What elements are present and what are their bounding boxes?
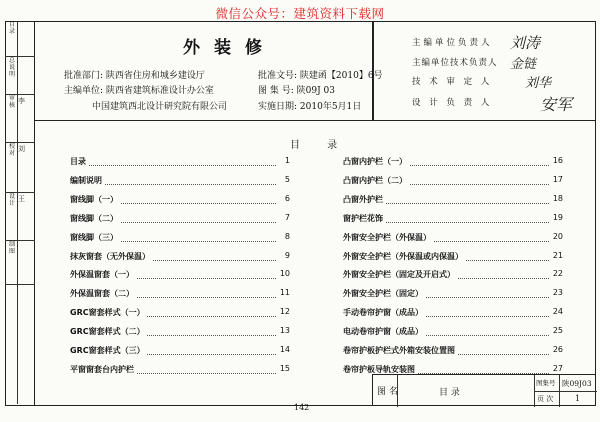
editor-unit bbox=[64, 83, 214, 96]
toc-entry-page: 10 bbox=[279, 269, 290, 279]
resp-design-label: 设 计 负 责 人 bbox=[412, 98, 493, 108]
strip-row bbox=[5, 143, 35, 193]
toc-entry-title: 平窗窗套台内护栏 bbox=[70, 364, 134, 374]
toc-entry-page: 9 bbox=[284, 250, 290, 260]
toc-entry bbox=[343, 152, 563, 170]
toc-entry-page: 5 bbox=[284, 174, 290, 184]
left-signature-strip bbox=[5, 21, 35, 406]
signature-tech: 金链 bbox=[510, 57, 537, 72]
atlas-no-value: 陕09J 03 bbox=[296, 86, 336, 96]
toc-entry bbox=[70, 341, 290, 359]
watermark-text: 微信公众号：建筑资料下载网 bbox=[215, 6, 385, 21]
strip-label: 审核 bbox=[8, 95, 15, 109]
toc-entry bbox=[70, 171, 290, 189]
toc-entry bbox=[70, 228, 290, 246]
toc-entry-page: 23 bbox=[552, 288, 563, 298]
toc-entry-page: 19 bbox=[552, 212, 563, 222]
toc-entry-title: 凸窗外护栏 bbox=[343, 194, 383, 204]
toc-entry bbox=[70, 360, 290, 378]
toc-entry-page: 25 bbox=[552, 326, 563, 336]
toc-entry-page: 22 bbox=[552, 269, 563, 279]
toc-entry-page: 6 bbox=[284, 193, 290, 203]
page-title: 外装修 bbox=[183, 38, 276, 58]
resp-review-label: 技 术 审 定 人 bbox=[412, 77, 493, 87]
toc-entry bbox=[70, 265, 290, 283]
toc-entry-title: 凸窗内护栏（二） bbox=[343, 175, 407, 185]
toc-entry bbox=[70, 209, 290, 227]
resp-chief-label: 主编单位负责人 bbox=[412, 38, 493, 48]
toc-entry-page: 15 bbox=[279, 363, 290, 373]
toc-entry-page: 13 bbox=[279, 326, 290, 336]
toc-entry-title: 外保温窗套（一） bbox=[70, 270, 134, 280]
page-number: 142 bbox=[294, 403, 310, 412]
approval-doc-label: 批准文号: bbox=[258, 71, 298, 81]
strip-row bbox=[5, 241, 35, 285]
toc-entry-title: 凸窗内护栏（一） bbox=[343, 157, 407, 166]
strip-signature: 刘 bbox=[18, 145, 25, 153]
toc-entry bbox=[343, 265, 563, 283]
toc-entry-page: 20 bbox=[552, 231, 563, 241]
toc-entry-title: 窗线脚（二） bbox=[70, 213, 118, 223]
toc-entry-page: 16 bbox=[552, 156, 563, 165]
strip-label: 目录 bbox=[8, 21, 15, 35]
tb-divider bbox=[534, 391, 597, 392]
page-seq-label: 页 次 bbox=[537, 395, 554, 403]
toc-entry-page: 24 bbox=[552, 307, 563, 317]
toc-entry-page: 26 bbox=[552, 345, 563, 354]
toc-entry bbox=[343, 228, 563, 246]
signature-review: 刘华 bbox=[525, 76, 552, 91]
toc-title: 目 录 bbox=[290, 140, 350, 151]
toc-entry-title: GRC窗套样式（一） bbox=[70, 308, 145, 318]
toc-entry-title: 电动卷帘护窗（成品） bbox=[343, 327, 423, 337]
impl-date bbox=[258, 99, 361, 112]
signature-design: 安军 bbox=[540, 95, 573, 114]
editor-unit-2: 中国建筑西北设计研究院有限公司 bbox=[92, 102, 228, 112]
toc-entry-page: 14 bbox=[279, 345, 290, 354]
title-block bbox=[372, 374, 596, 406]
approval-doc-value: 陕建函【2010】6号 bbox=[299, 71, 383, 81]
strip-row bbox=[5, 21, 35, 57]
strip-label: 设计 bbox=[8, 193, 15, 207]
toc-entry-title: 目录 bbox=[70, 157, 86, 166]
toc-entry-title: 外窗安全护栏（固定） bbox=[343, 289, 423, 299]
toc-entry bbox=[343, 209, 563, 227]
toc-entry-title: 卷帘护板导轨安装图 bbox=[343, 364, 415, 374]
toc-entry bbox=[70, 284, 290, 302]
toc-entry-page: 21 bbox=[552, 250, 563, 260]
atlas-number-value: 陕09J03 bbox=[562, 379, 592, 388]
toc-entry-title: 外窗安全护栏（外保温或内保温） bbox=[343, 251, 463, 261]
toc-entry bbox=[343, 322, 563, 340]
impl-date-label: 实施日期: bbox=[258, 102, 298, 112]
toc-entry bbox=[343, 247, 563, 265]
strip-row bbox=[5, 57, 35, 95]
strip-label: 校对 bbox=[8, 143, 15, 157]
toc-entry-title: 外保温窗套（二） bbox=[70, 289, 134, 299]
toc-entry-title: 卷帘护板护栏式外箱安装位置图 bbox=[343, 346, 455, 355]
toc-entry-page: 17 bbox=[552, 174, 563, 184]
toc-leader bbox=[70, 165, 276, 166]
toc-entry bbox=[343, 341, 563, 359]
strip-signature: 王 bbox=[18, 195, 25, 203]
toc-entry bbox=[70, 190, 290, 208]
approval-dept bbox=[64, 68, 205, 81]
toc-entry-page: 12 bbox=[279, 307, 290, 317]
strip-row bbox=[5, 95, 35, 143]
strip-row bbox=[5, 193, 35, 241]
toc-entry-title: 窗线脚（三） bbox=[70, 232, 118, 242]
page-seq-value: 1 bbox=[575, 394, 581, 403]
toc-entry-title: 手动卷帘护窗（成品） bbox=[343, 308, 423, 318]
toc-entry-page: 11 bbox=[279, 288, 290, 298]
toc-entry-title: 窗护栏花饰 bbox=[343, 213, 383, 223]
toc-entry bbox=[343, 303, 563, 321]
toc-entry-page: 27 bbox=[552, 363, 563, 373]
toc-entry-title: GRC窗套样式（三） bbox=[70, 346, 145, 355]
approval-dept-value: 陕西省住房和城乡建设厅 bbox=[105, 71, 205, 81]
toc-entry bbox=[70, 247, 290, 265]
strip-label: 总说明 bbox=[8, 57, 15, 78]
toc-entry-title: 编制说明 bbox=[70, 175, 102, 185]
toc-entry bbox=[70, 303, 290, 321]
editor-unit-label: 主编单位: bbox=[64, 86, 104, 96]
toc-entry bbox=[343, 284, 563, 302]
toc-entry-page: 1 bbox=[284, 156, 290, 165]
toc-entry bbox=[70, 152, 290, 170]
toc-entry-title: 外窗安全护栏（外保温） bbox=[343, 232, 431, 242]
toc-entry-title: 抹灰窗套（无外保温） bbox=[70, 251, 150, 261]
toc-entry bbox=[343, 171, 563, 189]
toc-entry-page: 18 bbox=[552, 193, 563, 203]
drawing-name-label: 图名 bbox=[377, 387, 402, 397]
toc-entry-title: 窗线脚（一） bbox=[70, 194, 118, 204]
strip-signature: 李 bbox=[18, 97, 25, 105]
drawing-name-value: 目 录 bbox=[439, 388, 460, 398]
strip-label: 制图 bbox=[8, 241, 15, 255]
approval-doc bbox=[258, 68, 383, 81]
atlas-number-label: 图集号 bbox=[536, 379, 556, 387]
atlas-no bbox=[258, 83, 335, 96]
signature-chief: 刘涛 bbox=[510, 34, 541, 52]
toc-entry-title: GRC窗套样式（二） bbox=[70, 327, 145, 337]
toc-entry-page: 8 bbox=[284, 231, 290, 241]
resp-tech-label: 主编单位技术负责人 bbox=[412, 58, 498, 68]
atlas-no-label: 图 集 号: bbox=[258, 86, 294, 96]
impl-date-value: 2010年5月1日 bbox=[299, 102, 362, 112]
editor-unit-value: 陕西省建筑标准设计办公室 bbox=[105, 86, 214, 96]
toc-entry bbox=[70, 322, 290, 340]
toc-entry bbox=[343, 190, 563, 208]
toc-entry-page: 7 bbox=[284, 212, 290, 222]
approval-dept-label: 批准部门: bbox=[64, 71, 104, 81]
toc-entry-title: 外窗安全护栏（固定及开启式） bbox=[343, 270, 455, 280]
